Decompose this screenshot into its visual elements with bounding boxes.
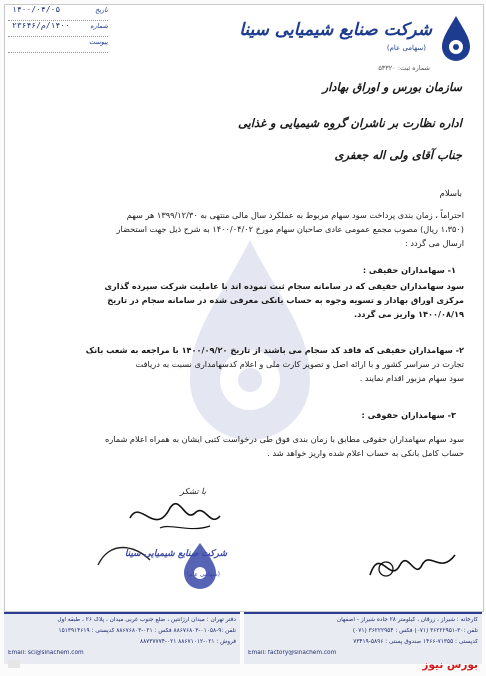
number-row [8,22,108,37]
company-subtitle: (سهامی عام) [386,44,426,52]
company-logo-icon [436,14,476,66]
section-line: تجارت در سراسر کشور و با ارائه اصل و تصویر کارت ملی و اعلام کدسهامداری نسبت به دریافت [135,359,464,369]
attachment-row [8,38,108,53]
salutation: باسلام [439,189,462,199]
section-line: ۲- سهامداران حقیقی که فاقد کد سجام می باشند از تاریخ ۱۴۰۰/۰۹/۲۰ با مراجعه به شعب بانک [85,345,464,355]
corner-mark [8,660,20,668]
footer-line: فروش : ۰۲۱-۸۸۶۷۱۰۱۲ ۰۲۱-۸۸۷۳۷۷۷۴ [139,639,236,645]
section-3-body [24,432,464,460]
date-row [8,6,108,21]
recipient-person: جناب آقای ولی اله جعفری [334,148,462,162]
section-line: سود سهام سهامداران حقوقی مطابق با زمان بندی فوق طی درخواست کتبی ایشان به همراه اعلام شماره [104,434,464,444]
footer-email: Email: sci@sinachem.com [8,650,84,656]
footer-email: Email: factory@sinachem.com [248,650,337,656]
recipient-organization: سازمان بورس و اوراق بهادار [322,80,462,94]
stamp-subtitle: (سهامی عام) [186,571,220,578]
regards-text: با تشکر [180,486,206,496]
source-brand: بورس نیوز [422,659,478,671]
intro-line: احتراماً ، زمان بندی پرداخت سود سهام مربوط به عملکرد سال مالی منتهی به ۱۳۹۹/۱۲/۳۰ هر سهم [126,210,464,220]
number-label: شماره [90,22,108,30]
footer-line: کدپستی : ۷۱۳۵۵-۱۴۶۶ صندوق پستی : ۵۸۹۶-۷۳۴۱۹ [353,639,478,645]
company-stamp-icon [90,535,230,595]
letter-footer [4,612,482,662]
section-line: ۱۴۰۰/۰۸/۱۹ واریز می گردد. [353,309,464,319]
section-line: حساب کامل بانکی به حساب اعلام شده واریز خواهد شد . [267,448,464,458]
footer-line: تلفن :۹-۰۱۰۵۸-۸۸۶۷۶۸۰۳ فکس : ۰۲۱-۸۸۶۷۶۸۰۳ کدپستی : ۱۵۱۳۹۱۴۶۱۹ [58,628,236,634]
attachment-label: پیوست [89,38,108,46]
number-value: ۱۴۰۰/م/۲۳۶۴۶ [12,21,70,30]
company-registration: شماره ثبت: ۵۳۳۲۰ [378,64,430,72]
date-value: ۱۴۰۰/۰۴/۰۵ [12,5,61,14]
intro-line: (۱،۳۵۰ ریال) مصوب مجمع عمومی عادی صاحبان سهام مورخ ۱۴۰۰/۰۴/۰۲ به شرح ذیل جهت استحضار [116,224,464,234]
section-3-heading [16,408,456,422]
company-name: شرکت صنایع شیمیایی سینا [239,20,432,40]
section-line: سود سهام مزبور اقدام نمایند . [359,373,464,383]
signature-right [360,535,470,595]
footer-line: دفتر تهران : میدان آرژانتین ، ضلع جنوب غربی میدان ، پلاک ۲۶ ، طبقه اول [57,617,236,623]
intro-line: ارسال می گردد : [404,238,464,248]
letter-meta [8,6,108,56]
section-heading: ۳- سهامداران حقوقی : [361,410,456,420]
footer-line: تلفن :۳۰-۳۶۲۲۲۹۵۱ (۰۷۱) فکس : ۳۶۲۲۲۹۵۴ (۰۷۱) [352,628,478,634]
date-label: تاریخ [95,6,108,14]
footer-tehran-office [4,612,240,664]
section-line: مرکزی اوراق بهادار و تسویه وجوه به حساب بانکی معرفی شده در سامانه سجام در تاریخ [107,295,464,305]
footer-factory [244,612,482,664]
stamp-name: شرکت صنایع شیمیایی سینا [124,549,227,559]
recipient-department: اداره نظارت بر ناشران گروه شیمیایی و غذایی [237,116,462,130]
section-1-heading [16,263,456,277]
section-heading: ۱- سهامداران حقیقی : [362,265,456,275]
section-1-body [24,279,464,321]
intro-paragraph [24,208,464,250]
section-line: سود سهامداران حقیقی که در سامانه سجام ثبت نموده اند با عاملیت شرکت سپرده گذاری [104,281,464,291]
section-2-body [24,343,464,385]
footer-line: کارخانه : شیراز ، زرقان ، کیلومتر ۲۸ جاده شیراز - اصفهان [336,617,478,623]
